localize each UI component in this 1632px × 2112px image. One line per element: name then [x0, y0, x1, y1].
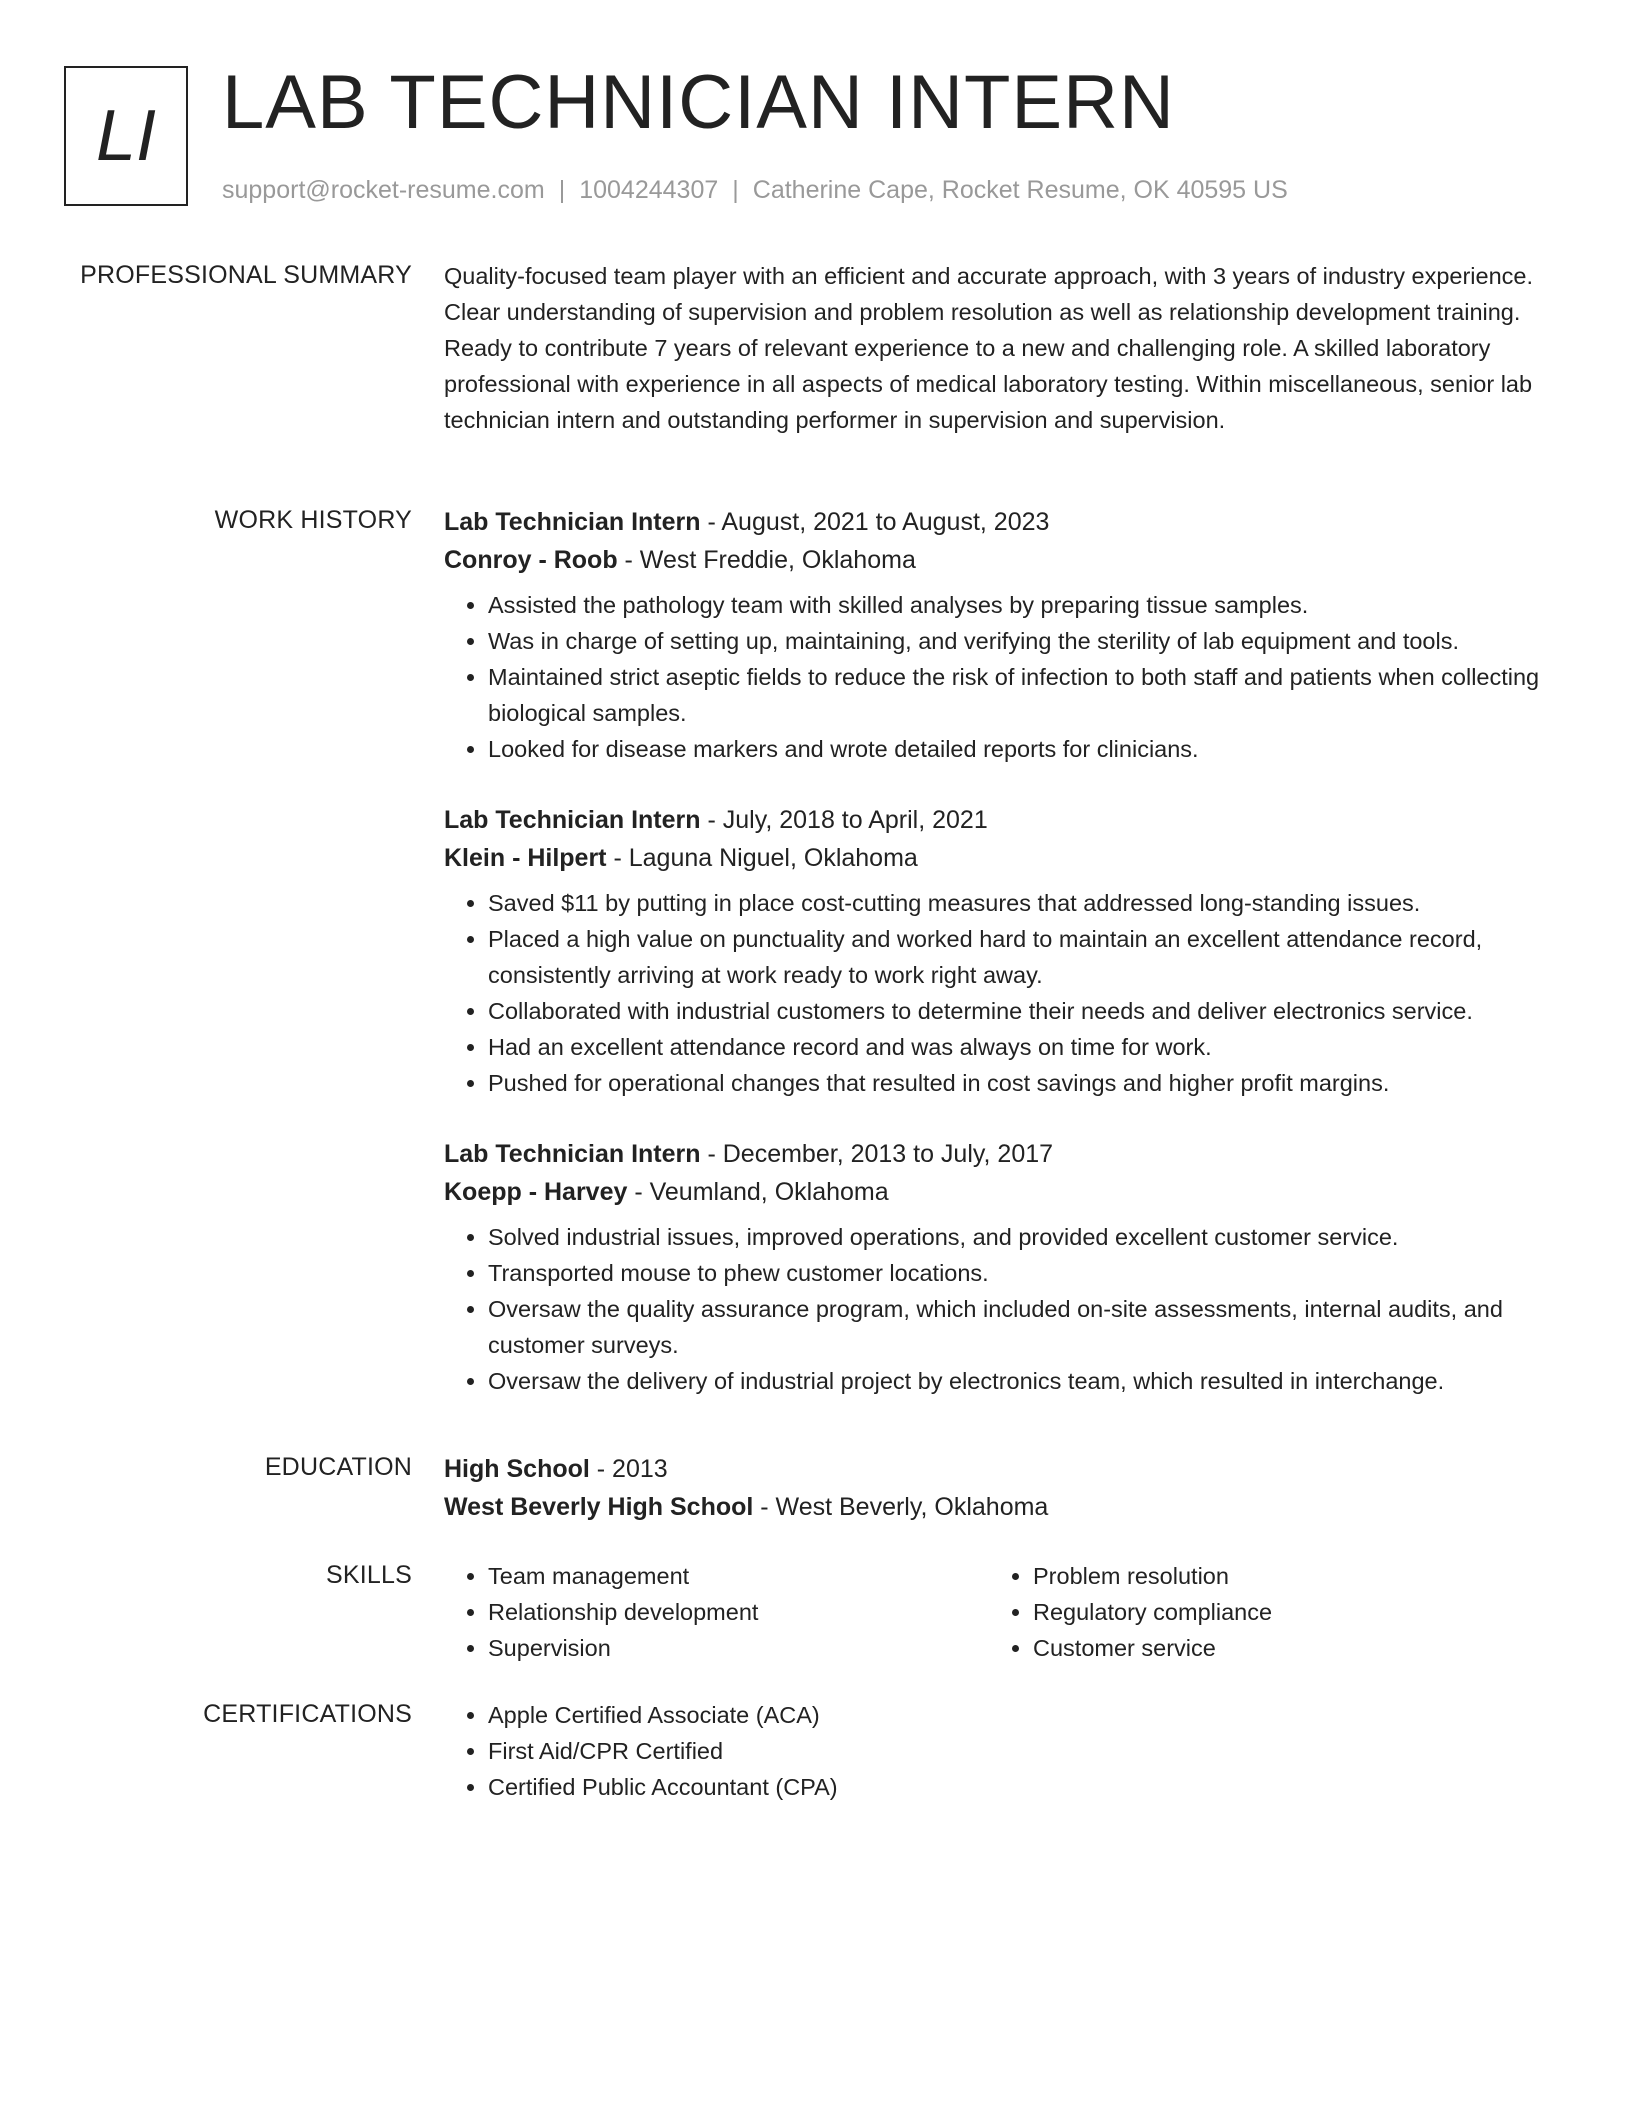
job-entry: [444, 1135, 1564, 1399]
job-title-line: [444, 801, 1564, 839]
job-entry: [444, 503, 1564, 767]
education-year: - 2013: [589, 1455, 668, 1483]
job-title-line: [444, 1135, 1564, 1173]
job-bullet: • Saved $11 by putting in place cost-cutting measures that addressed long-standing issues.: [488, 885, 1564, 921]
certifications-body: [444, 1697, 1564, 1805]
monogram-text: LI: [95, 96, 157, 176]
job-dates: - December, 2013 to July, 2017: [700, 1140, 1054, 1168]
skills-grid: [444, 1558, 1564, 1666]
summary-text: Quality-focused team player with an efficient and accurate approach, with 3 years of industry experience. Clear understanding of supervision and problem resolution as well as relationship development training. Ready to contribute 7 years of relevant experience to a new and challenging role. A skilled laboratory professional with experience in all aspects of medical laboratory testing. Within miscellaneous, senior lab technician intern and outstanding performer in supervision and supervision.: [444, 263, 1533, 433]
job-bullet: • Had an excellent attendance record and was always on time for work.: [488, 1029, 1564, 1065]
job-location: - Laguna Niguel, Oklahoma: [606, 844, 918, 872]
skills-list-right: [989, 1558, 1534, 1666]
skill-item: • Supervision: [488, 1630, 989, 1666]
job-company: Conroy - Roob: [444, 546, 618, 574]
job-bullets: [444, 587, 1564, 767]
work-history-body: [444, 503, 1564, 1433]
job-bullet: • Placed a high value on punctuality and worked hard to maintain an excellent attendance record, consistently arriving at work ready to work right away.: [488, 921, 1564, 993]
job-bullets: [444, 1219, 1564, 1399]
job-entry: [444, 801, 1564, 1101]
certifications-heading: CERTIFICATIONS: [203, 1700, 412, 1728]
certification-item: • First Aid/CPR Certified: [488, 1733, 1564, 1769]
job-location: - Veumland, Oklahoma: [627, 1178, 889, 1206]
skill-item: • Relationship development: [488, 1594, 989, 1630]
education-school-line: [444, 1488, 1564, 1526]
job-company: Klein - Hilpert: [444, 844, 607, 872]
skill-item: • Customer service: [1033, 1630, 1534, 1666]
certification-item: • Certified Public Accountant (CPA): [488, 1769, 1564, 1805]
job-company-line: [444, 1173, 1564, 1211]
job-bullets: [444, 885, 1564, 1101]
certification-item: • Apple Certified Associate (ACA): [488, 1697, 1564, 1733]
contact-email: support@rocket-resume.com: [222, 176, 545, 204]
education-location: - West Beverly, Oklahoma: [753, 1493, 1049, 1521]
job-company-line: [444, 541, 1564, 579]
job-company-line: [444, 839, 1564, 877]
job-title: Lab Technician Intern: [444, 508, 701, 536]
job-bullet: • Collaborated with industrial customers to determine their needs and deliver electronics service.: [488, 993, 1564, 1029]
certifications-list: [444, 1697, 1564, 1805]
job-dates: - August, 2021 to August, 2023: [700, 508, 1050, 536]
job-title-line: [444, 503, 1564, 541]
monogram-logo: [64, 66, 188, 206]
job-bullet: • Looked for disease markers and wrote detailed reports for clinicians.: [488, 731, 1564, 767]
job-bullet: • Pushed for operational changes that resulted in cost savings and higher profit margins.: [488, 1065, 1564, 1101]
job-bullet: • Assisted the pathology team with skilled analyses by preparing tissue samples.: [488, 587, 1564, 623]
contact-phone: 1004244307: [579, 176, 719, 204]
skill-item: • Regulatory compliance: [1033, 1594, 1534, 1630]
resume-title: LAB TECHNICIAN INTERN: [222, 60, 1175, 145]
education-body: [444, 1450, 1564, 1526]
job-title: Lab Technician Intern: [444, 1140, 701, 1168]
education-degree: High School: [444, 1455, 590, 1483]
job-company: Koepp - Harvey: [444, 1178, 628, 1206]
skill-item: • Problem resolution: [1033, 1558, 1534, 1594]
work-history-heading: WORK HISTORY: [214, 506, 412, 534]
skills-heading: SKILLS: [326, 1561, 412, 1589]
job-bullet: • Solved industrial issues, improved operations, and provided excellent customer service.: [488, 1219, 1564, 1255]
education-heading: EDUCATION: [264, 1453, 412, 1481]
skills-body: [444, 1558, 1564, 1666]
job-bullet: • Maintained strict aseptic fields to reduce the risk of infection to both staff and patients when collecting biological samples.: [488, 659, 1564, 731]
job-title: Lab Technician Intern: [444, 806, 701, 834]
education-degree-line: [444, 1450, 1564, 1488]
skills-list-left: [444, 1558, 989, 1666]
contact-separator: |: [732, 176, 739, 204]
contact-address: Catherine Cape, Rocket Resume, OK 40595 US: [752, 176, 1288, 204]
job-location: - West Freddie, Oklahoma: [617, 546, 916, 574]
summary-heading: PROFESSIONAL SUMMARY: [80, 261, 412, 289]
job-bullet: • Oversaw the delivery of industrial project by electronics team, which resulted in interchange.: [488, 1363, 1564, 1399]
job-dates: - July, 2018 to April, 2021: [700, 806, 988, 834]
job-bullet: • Was in charge of setting up, maintaining, and verifying the sterility of lab equipment and tools.: [488, 623, 1564, 659]
education-school: West Beverly High School: [444, 1493, 754, 1521]
job-bullet: • Oversaw the quality assurance program, which included on-site assessments, internal audits, and customer surveys.: [488, 1291, 1564, 1363]
skill-item: • Team management: [488, 1558, 989, 1594]
contact-line: [222, 174, 1288, 206]
contact-separator: |: [558, 176, 566, 204]
job-bullet: • Transported mouse to phew customer locations.: [488, 1255, 1564, 1291]
